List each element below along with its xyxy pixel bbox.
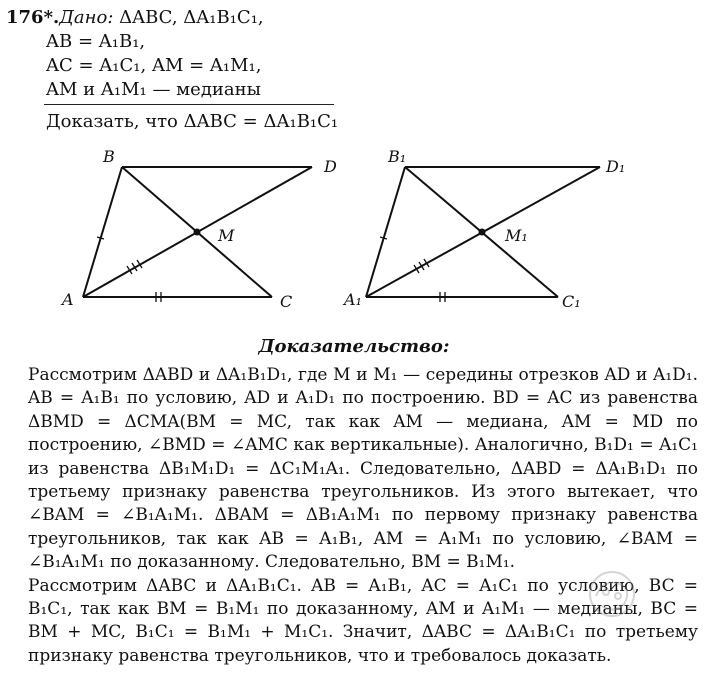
label-m: M [218, 226, 235, 245]
given-line-1: ΔABC, ΔA₁B₁C₁, [119, 7, 264, 28]
label-m1: M₁ [505, 226, 528, 245]
given-line-2: AB = A₁B₁, [46, 31, 146, 52]
geometry-figures [0, 140, 708, 320]
label-b1: B₁ [388, 147, 407, 166]
watermark-stamp-icon [580, 566, 644, 622]
label-d1: D₁ [606, 157, 626, 176]
proof-title: Доказательство: [258, 336, 450, 357]
problem-number: 176*. [6, 7, 60, 28]
label-c1: C₁ [562, 292, 581, 311]
label-a: A [62, 290, 74, 309]
label-d: D [324, 157, 337, 176]
given-line-3: AC = A₁C₁, AM = A₁M₁, [46, 55, 262, 76]
proof-paragraph-2: Рассмотрим ΔABC и ΔA₁B₁C₁. AB = A₁B₁, AC = A₁C₁ по условию, BC = B₁C₁, так как BM = B₁M₁ по доказанному, AM и A₁M₁ — медианы, BC = BM + MC, B₁C₁ = B₁M₁ + M₁C₁. Значит, ΔABC = ΔA₁B₁C₁ по третьему признаку равенства треугольников, что и требовалось доказать. [28, 575, 698, 666]
given-divider [44, 104, 334, 105]
given-line-4: AM и A₁M₁ — медианы [46, 79, 261, 100]
given-label: Дано: [59, 7, 114, 28]
prove-statement: Доказать, что ΔABC = ΔA₁B₁C₁ [46, 111, 339, 132]
given-first-line [6, 6, 386, 30]
point-m1 [479, 229, 486, 236]
proof-paragraph-1: Рассмотрим ΔABD и ΔA₁B₁D₁, где M и M₁ — середины отрезков AD и A₁D₁. AB = A₁B₁ по условию, AD и A₁D₁ по построению. BD = AC из равенства ΔBMD = ΔCMA(BM = MC, так как AM — медиана, AM = MD по построению, ∠BMD = ∠AMC как вертикальные). Аналогично, B₁D₁ = A₁C₁ из равенства ΔB₁M₁D₁ = ΔC₁M₁A₁. Следовательно, ΔABD = ΔA₁B₁D₁ по третьему признаку равенства треугольников. Из этого вытекает, что ∠BAM = ∠B₁A₁M₁. ΔBAM = ΔB₁A₁M₁ по первому признаку равенства треугольников, так как AB = A₁B₁, AM = A₁M₁ по условию, ∠BAM = ∠B₁A₁M₁ по доказанному. Следовательно, BM = B₁M₁. [28, 365, 698, 573]
label-b: B [103, 147, 115, 166]
label-c: C [280, 292, 293, 311]
proof-body [28, 364, 698, 668]
label-a1: A₁ [344, 290, 362, 309]
point-m [194, 229, 201, 236]
given-block [6, 6, 386, 102]
